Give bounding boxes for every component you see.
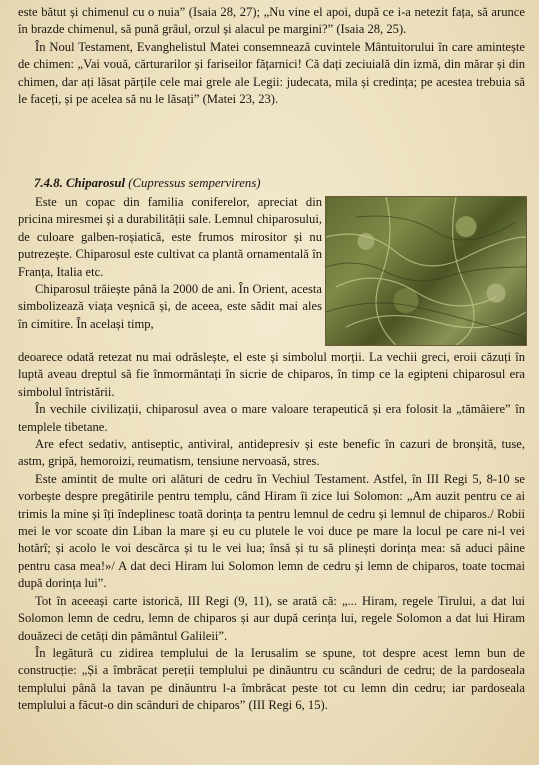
paragraph: Tot în aceeași carte istorică, III Regi (9, 11), se arată că: „... Hiram, regele Tirului, a dat lui Solomon lemn de cedru, lemn de chiparos și aur după cerința lui, regele Solomon a dat lui Hiram douăzeci de cetăți din pământul Galileii”. (18, 593, 525, 643)
paragraph: În legătură cu zidirea templului de la Ierusalim se spune, tot despre acest lemn bun de construcție: „Și a îmbrăcat pereții templului pe dinăuntru cu scânduri de cedru; de la pardoseala templului până la tavan pe dinăuntru l-a îmbrăcat peste tot cu lemn din cedru; iar pardoseala templului a făcut-o din scânduri de chiparos” (III Regi 6, 15). (18, 645, 525, 713)
left-column-text (18, 194, 322, 333)
paragraph: Este amintit de multe ori alături de cedru în Vechiul Testament. Astfel, în III Regi 5, 8-10 se vorbește despre pregătirile pentru templu, când Hiram îi zice lui Solomon: „Am auzit pentru ce ai trimis la mine și îți îndeplinesc toată dorința ta pentru lemnul de cedru și lemnul de chiparos./ Robii mei le vor scoate din Liban la mare și eu cu plutele le voi duce pe mare la locul pe care ni-l vei hotărî; și acolo le voi descărca și tu le vei lua; însă și tu să plinești dorința mea: să aduci pâine pentru casa mea!»/ A dat deci Hiram lui Solomon lemn de cedru și lemn de chiparos, toate tocmai după dorința lui”. (18, 471, 525, 591)
section-number-title: 7.4.8. Chiparosul (34, 176, 126, 190)
section-latin-name: (Cupressus sempervirens) (128, 176, 261, 190)
paragraph: Chiparosul trăiește până la 2000 de ani. În Orient, acesta simbolizează viața veșnică și, de aceea, este sădit mai ales în cimitire. În același timp, (18, 282, 322, 331)
paragraph: În vechile civilizații, chiparosul avea o mare valoare terapeutică și era folosit la „tămâiere” în templele tibetane. (18, 402, 525, 434)
cypress-foliage-image (326, 197, 526, 345)
paragraph: deoarece odată retezat nu mai odrăslește, el este și simbolul morții. La vechii greci, eroii căzuți în luptă aveau dreptul să fie înmormântați în sicrie de chiparos, în timp ce la egipteni chiparosul era simbolul întristării. (18, 350, 525, 399)
paragraph: Are efect sedativ, antiseptic, antiviral, antidepresiv și este benefic în cazuri de bronșită, tuse, astm, gripă, hemoroizi, reumatism, tensiune nervoasă, stres. (18, 437, 525, 469)
paragraph: În Noul Testament, Evanghelistul Matei consemnează cuvintele Mântuitorului în care amintește de chimen: „Vai vouă, cărturarilor și fariseilor fățarnici! Că dați zeciuială din izmă, din mărar și din chimen, dar ați lăsat părțile cele mai grele ale Legii: judecata, mila și credința; pe acestea trebuia să le faceți, și pe acelea să nu le lăsați” (Matei 23, 23). (18, 39, 525, 107)
paragraph: Este un copac din familia coniferelor, apreciat din pricina miresmei și a durabilității sale. Lemnul chiparosului, de culoare galben-roșiatică, este frumos mirositor și nu putrezește. Chiparosul este cultivat ca plantă ornamentală în Franța, Italia etc. (18, 195, 322, 279)
section-heading (34, 176, 261, 191)
top-text (18, 4, 525, 108)
bottom-text (18, 349, 525, 715)
cypress-photo (325, 196, 527, 346)
paragraph: este bătut și chimenul cu o nuia” (Isaia 28, 27); „Nu vine el apoi, după ce i-a netezit fața, să arunce în brazde chimenul, să pună grâul, orzul și alacul pe margini?” (Isaia 28, 25). (18, 5, 525, 37)
